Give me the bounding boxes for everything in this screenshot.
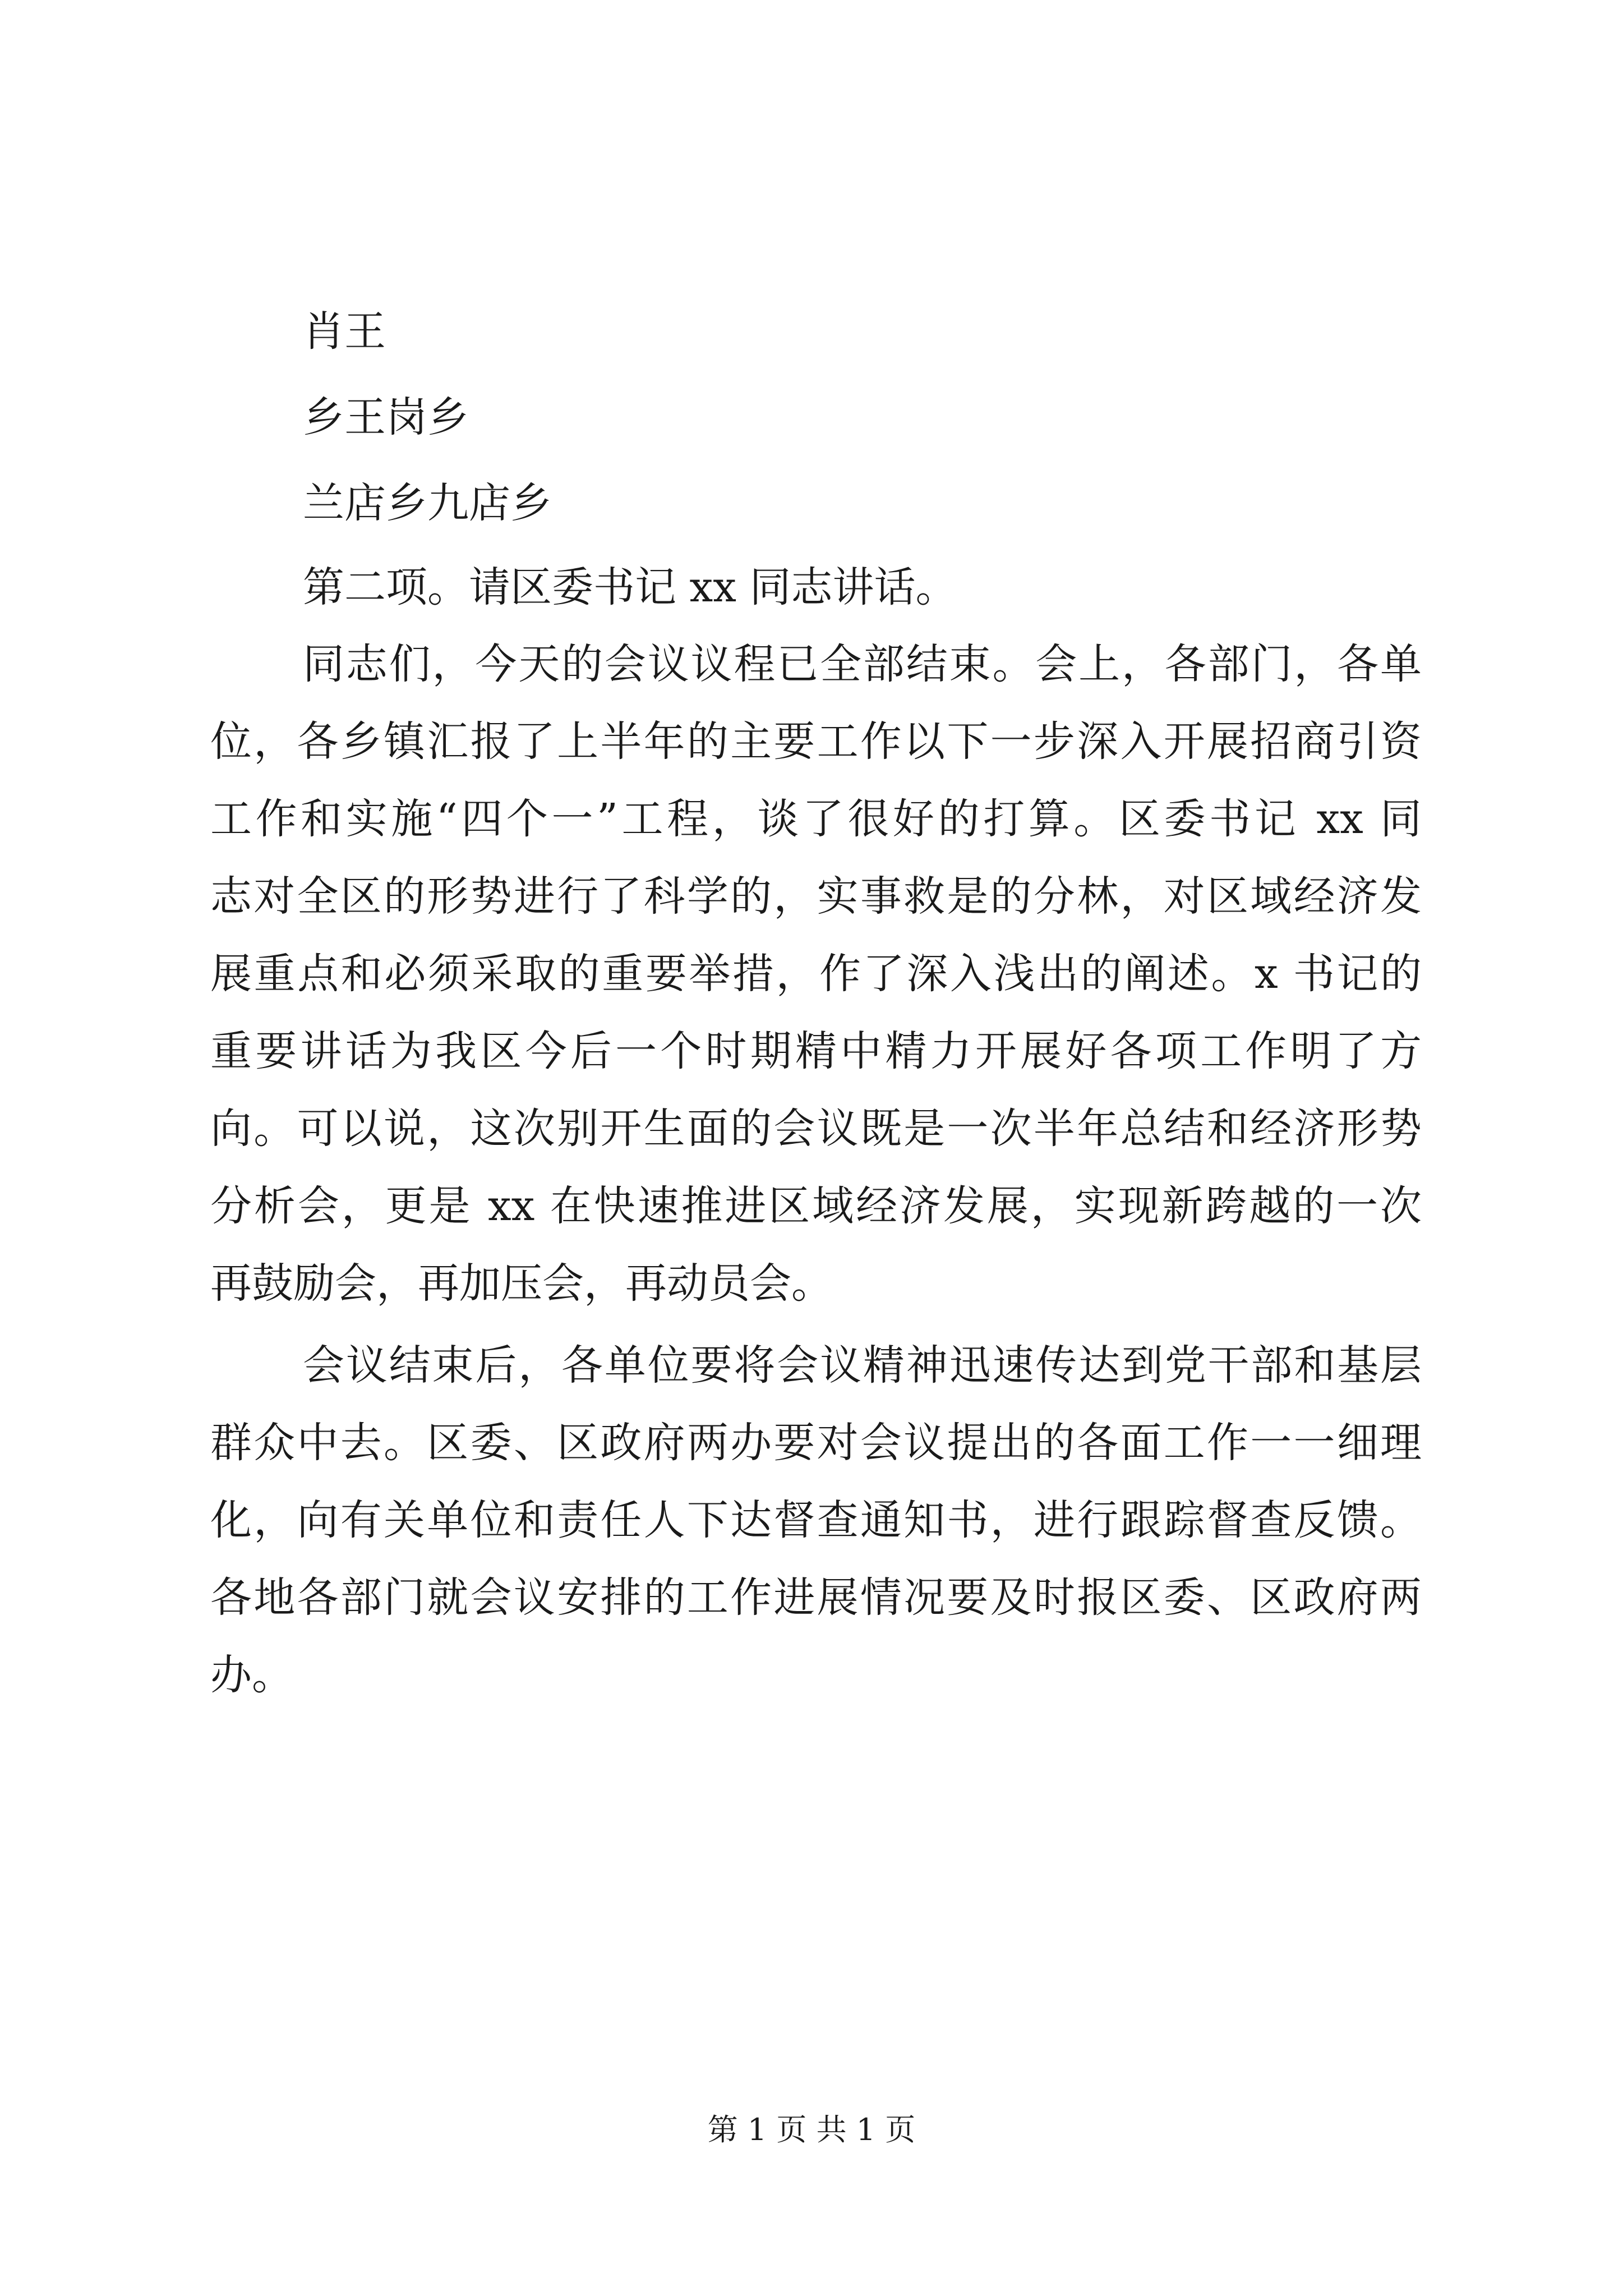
text-line-xiaowang: 肖王 xyxy=(303,307,386,356)
paragraph-1-line-6: 重要讲话为我区今后一个时期精中精力开展好各项工作明了方 xyxy=(210,1027,1422,1075)
paragraph-1-line-3: 工作和实施“四个一”工程，谈了很好的打算。区委书记 xx 同 xyxy=(210,795,1422,843)
paragraph-1-line-5: 展重点和必须采取的重要举措，作了深入浅出的阐述。x 书记的 xyxy=(210,950,1422,998)
paragraph-1-line-1: 同志们，今天的会议议程已全部结束。会上，各部门，各单 xyxy=(303,640,1422,688)
text-line-item-two: 第二项。请区委书记 xx 同志讲话。 xyxy=(303,563,957,611)
paragraph-1-line-4: 志对全区的形势进行了科学的，实事救是的分林，对区域经济发 xyxy=(210,872,1422,921)
paragraph-2-line-3: 化，向有关单位和责任人下达督查通知书，进行跟踪督查反馈。 xyxy=(210,1496,1422,1544)
paragraph-1-line-9: 再鼓励会，再加压会，再动员会。 xyxy=(210,1259,833,1308)
page-footer: 第 1 页 共 1 页 xyxy=(707,2112,916,2147)
paragraph-2-line-4: 各地各部门就会议安排的工作进展情况要及时报区委、区政府两 xyxy=(210,1573,1422,1622)
paragraph-1-line-7: 向。可以说，这次别开生面的会议既是一次半年总结和经济形势 xyxy=(210,1105,1422,1153)
text-line-wanggang: 乡王岗乡 xyxy=(303,393,469,441)
paragraph-2-line-1: 会议结束后，各单位要将会议精神迅速传达到党干部和基层 xyxy=(303,1341,1422,1389)
paragraph-2-line-5: 办。 xyxy=(210,1651,293,1699)
paragraph-2-line-2: 群众中去。区委、区政府两办要对会议提出的各面工作一一细理 xyxy=(210,1419,1422,1467)
paragraph-1-line-2: 位，各乡镇汇报了上半年的主要工作以下一步深入开展招商引资 xyxy=(210,717,1422,766)
text-line-jiudian: 兰店乡九店乡 xyxy=(303,479,552,527)
paragraph-1-line-8: 分析会，更是 xx 在快速推进区域经济发展，实现新跨越的一次 xyxy=(210,1182,1422,1230)
